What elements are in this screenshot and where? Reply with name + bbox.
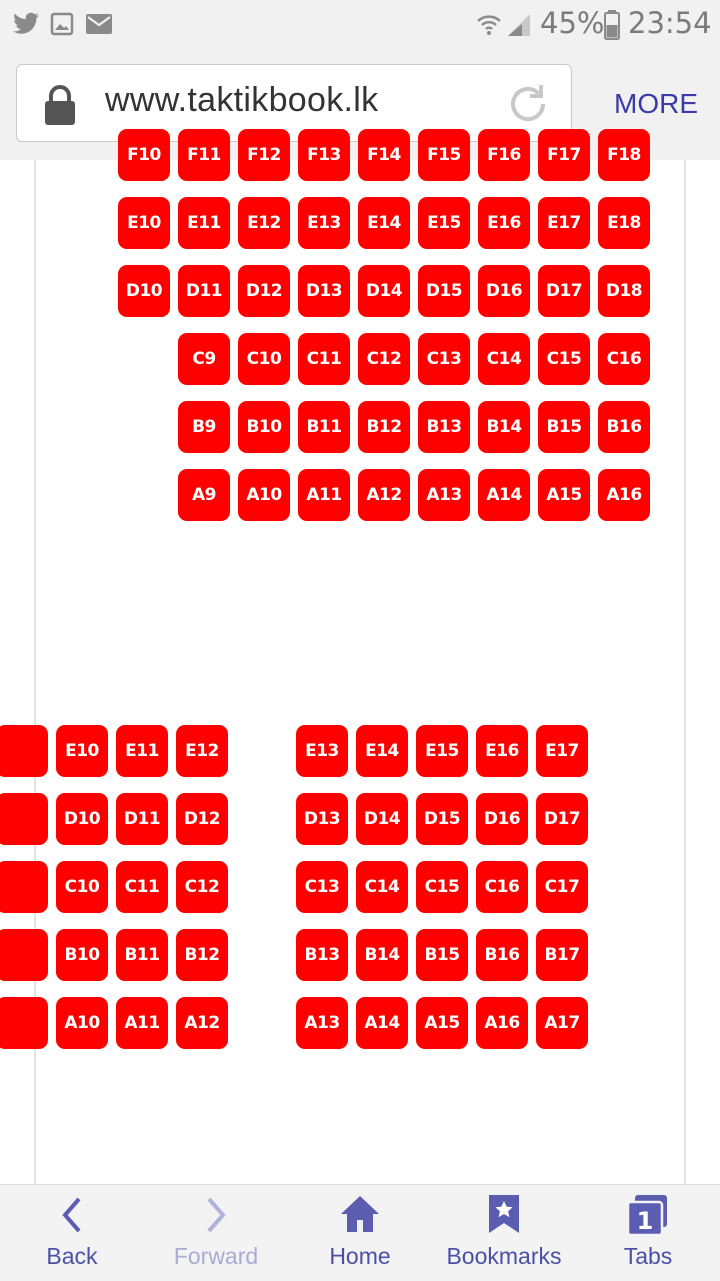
home-label: Home — [329, 1243, 391, 1269]
seat-c11[interactable]: C11 — [116, 861, 168, 913]
seat-a11[interactable]: A11 — [298, 469, 350, 521]
seat-b13[interactable]: B13 — [296, 929, 348, 981]
seat-c16[interactable]: C16 — [476, 861, 528, 913]
back-icon — [57, 1195, 87, 1239]
seat-b12[interactable]: B12 — [358, 401, 410, 453]
status-bar — [0, 0, 720, 50]
seat-d18[interactable]: D18 — [598, 265, 650, 317]
seat-b10[interactable]: B10 — [56, 929, 108, 981]
seat-a14[interactable]: A14 — [356, 997, 408, 1049]
twitter-icon — [12, 12, 40, 40]
seat-b13[interactable]: B13 — [418, 401, 470, 453]
seat-c10[interactable]: C10 — [238, 333, 290, 385]
seat-d11[interactable]: D11 — [178, 265, 230, 317]
forward-icon — [201, 1195, 231, 1239]
seat-clipped[interactable] — [0, 861, 48, 913]
bottom-navigation — [0, 1184, 720, 1281]
seat-d12[interactable]: D12 — [176, 793, 228, 845]
seat-c14[interactable]: C14 — [356, 861, 408, 913]
seat-b17[interactable]: B17 — [536, 929, 588, 981]
seat-d11[interactable]: D11 — [116, 793, 168, 845]
seat-a9[interactable]: A9 — [178, 469, 230, 521]
lock-icon — [43, 85, 77, 129]
seat-b14[interactable]: B14 — [356, 929, 408, 981]
seat-f18[interactable]: F18 — [598, 129, 650, 181]
bookmarks-label: Bookmarks — [446, 1243, 562, 1269]
seat-c10[interactable]: C10 — [56, 861, 108, 913]
seat-e16[interactable]: E16 — [476, 725, 528, 777]
seat-c15[interactable]: C15 — [416, 861, 468, 913]
seat-e12[interactable]: E12 — [176, 725, 228, 777]
seat-a10[interactable]: A10 — [238, 469, 290, 521]
seat-c11[interactable]: C11 — [298, 333, 350, 385]
seat-e11[interactable]: E11 — [116, 725, 168, 777]
seat-d16[interactable]: D16 — [478, 265, 530, 317]
seat-a13[interactable]: A13 — [418, 469, 470, 521]
seat-b11[interactable]: B11 — [298, 401, 350, 453]
url-text[interactable]: www.taktikbook.lk — [105, 81, 379, 119]
battery-icon — [604, 10, 620, 44]
seat-clipped[interactable] — [0, 997, 48, 1049]
seat-clipped[interactable] — [0, 725, 48, 777]
seat-c13[interactable]: C13 — [418, 333, 470, 385]
seat-d12[interactable]: D12 — [238, 265, 290, 317]
seat-b12[interactable]: B12 — [176, 929, 228, 981]
forward-label: Forward — [173, 1243, 259, 1269]
seat-e15[interactable]: E15 — [416, 725, 468, 777]
seat-e12[interactable]: E12 — [238, 197, 290, 249]
back-button[interactable] — [0, 1185, 144, 1281]
seat-clipped[interactable] — [0, 929, 48, 981]
seat-clipped[interactable] — [0, 793, 48, 845]
seat-b14[interactable]: B14 — [478, 401, 530, 453]
seat-b15[interactable]: B15 — [538, 401, 590, 453]
seat-e14[interactable]: E14 — [358, 197, 410, 249]
seat-e10[interactable]: E10 — [118, 197, 170, 249]
seat-a11[interactable]: A11 — [116, 997, 168, 1049]
seat-d16[interactable]: D16 — [476, 793, 528, 845]
seat-d14[interactable]: D14 — [356, 793, 408, 845]
seat-d13[interactable]: D13 — [296, 793, 348, 845]
seat-f14[interactable]: F14 — [358, 129, 410, 181]
seat-c12[interactable]: C12 — [176, 861, 228, 913]
seat-f10[interactable]: F10 — [118, 129, 170, 181]
seat-d10[interactable]: D10 — [118, 265, 170, 317]
seat-b9[interactable]: B9 — [178, 401, 230, 453]
tabs-count: 1 — [636, 1207, 654, 1235]
seat-b11[interactable]: B11 — [116, 929, 168, 981]
tabs-label: Tabs — [623, 1243, 673, 1269]
home-icon — [339, 1193, 381, 1239]
seat-e16[interactable]: E16 — [478, 197, 530, 249]
seat-a10[interactable]: A10 — [56, 997, 108, 1049]
seat-b16[interactable]: B16 — [598, 401, 650, 453]
seat-d15[interactable]: D15 — [416, 793, 468, 845]
seat-map — [0, 145, 720, 1184]
seat-a12[interactable]: A12 — [176, 997, 228, 1049]
seat-c12[interactable]: C12 — [358, 333, 410, 385]
seat-f16[interactable]: F16 — [478, 129, 530, 181]
battery-percent: 45% — [540, 6, 605, 40]
seat-f15[interactable]: F15 — [418, 129, 470, 181]
seat-c17[interactable]: C17 — [536, 861, 588, 913]
seat-a16[interactable]: A16 — [598, 469, 650, 521]
home-button[interactable] — [288, 1185, 432, 1281]
forward-button[interactable] — [144, 1185, 288, 1281]
seat-f12[interactable]: F12 — [238, 129, 290, 181]
seat-a12[interactable]: A12 — [358, 469, 410, 521]
bookmarks-button[interactable] — [432, 1185, 576, 1281]
seat-c9[interactable]: C9 — [178, 333, 230, 385]
seat-d17[interactable]: D17 — [536, 793, 588, 845]
signal-icon — [506, 12, 532, 42]
seat-a16[interactable]: A16 — [476, 997, 528, 1049]
seat-d17[interactable]: D17 — [538, 265, 590, 317]
seat-e13[interactable]: E13 — [296, 725, 348, 777]
seat-a15[interactable]: A15 — [538, 469, 590, 521]
seat-c13[interactable]: C13 — [296, 861, 348, 913]
seat-d15[interactable]: D15 — [418, 265, 470, 317]
seat-e15[interactable]: E15 — [418, 197, 470, 249]
mail-icon — [86, 13, 112, 39]
seat-c15[interactable]: C15 — [538, 333, 590, 385]
wifi-icon — [476, 12, 502, 42]
clock: 23:54 — [628, 6, 712, 40]
tabs-icon — [625, 1193, 671, 1241]
divider — [684, 160, 686, 1184]
back-label: Back — [46, 1243, 98, 1269]
more-button[interactable]: MORE — [614, 88, 698, 119]
seat-e18[interactable]: E18 — [598, 197, 650, 249]
seat-e17[interactable]: E17 — [538, 197, 590, 249]
seat-d10[interactable]: D10 — [56, 793, 108, 845]
reload-icon[interactable] — [505, 81, 551, 131]
seat-c16[interactable]: C16 — [598, 333, 650, 385]
seat-f13[interactable]: F13 — [298, 129, 350, 181]
seat-a13[interactable]: A13 — [296, 997, 348, 1049]
seat-b15[interactable]: B15 — [416, 929, 468, 981]
seat-d14[interactable]: D14 — [358, 265, 410, 317]
seat-a14[interactable]: A14 — [478, 469, 530, 521]
seat-a15[interactable]: A15 — [416, 997, 468, 1049]
seat-d13[interactable]: D13 — [298, 265, 350, 317]
seat-e11[interactable]: E11 — [178, 197, 230, 249]
seat-b10[interactable]: B10 — [238, 401, 290, 453]
seat-f11[interactable]: F11 — [178, 129, 230, 181]
tabs-button[interactable] — [576, 1185, 720, 1281]
seat-e17[interactable]: E17 — [536, 725, 588, 777]
seat-b16[interactable]: B16 — [476, 929, 528, 981]
seat-e10[interactable]: E10 — [56, 725, 108, 777]
seat-c14[interactable]: C14 — [478, 333, 530, 385]
seat-f17[interactable]: F17 — [538, 129, 590, 181]
seat-e13[interactable]: E13 — [298, 197, 350, 249]
gallery-icon — [50, 12, 74, 40]
seat-e14[interactable]: E14 — [356, 725, 408, 777]
seat-a17[interactable]: A17 — [536, 997, 588, 1049]
bookmarks-icon — [487, 1193, 521, 1239]
